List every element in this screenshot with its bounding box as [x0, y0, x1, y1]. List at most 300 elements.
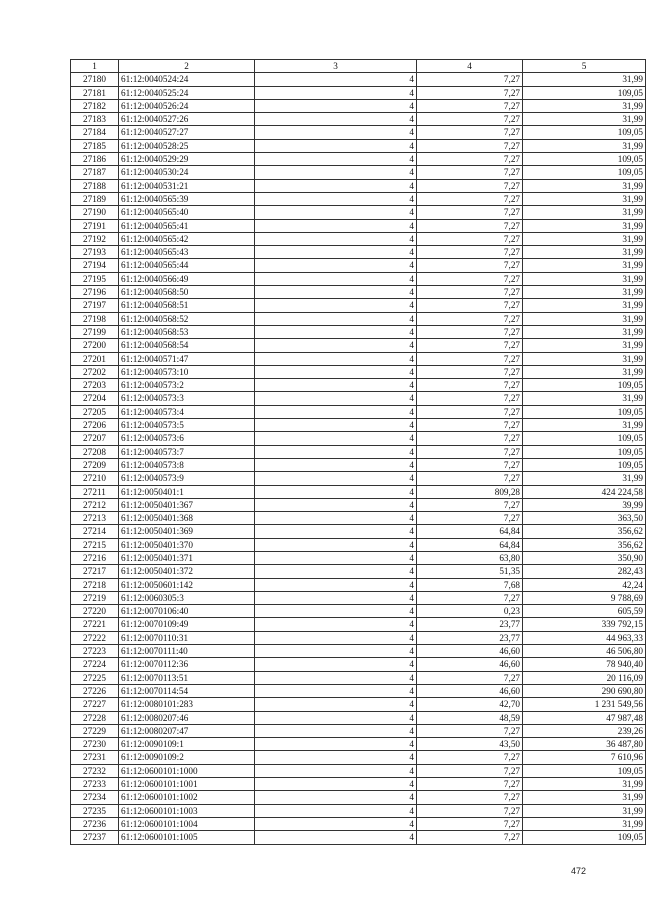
rate-cell: 42,70	[417, 698, 523, 711]
row-number-cell: 27233	[71, 778, 119, 791]
category-cell: 4	[255, 831, 417, 844]
cadastral-number-cell: 61:12:0040573:4	[119, 405, 255, 418]
table-row	[71, 219, 646, 232]
rate-cell: 7,27	[417, 379, 523, 392]
value-cell: 31,99	[523, 419, 646, 432]
category-cell: 4	[255, 738, 417, 751]
cadastral-number-cell: 61:12:0080101:283	[119, 698, 255, 711]
rate-cell: 7,27	[417, 432, 523, 445]
rate-cell: 23,77	[417, 631, 523, 644]
value-cell: 31,99	[523, 392, 646, 405]
rate-cell: 7,27	[417, 325, 523, 338]
cadastral-number-cell: 61:12:0050401:369	[119, 525, 255, 538]
value-cell: 20 116,09	[523, 671, 646, 684]
value-cell: 356,62	[523, 525, 646, 538]
category-cell: 4	[255, 498, 417, 511]
table-row	[71, 698, 646, 711]
cadastral-number-cell: 61:12:0070110:31	[119, 631, 255, 644]
rate-cell: 23,77	[417, 618, 523, 631]
value-cell: 31,99	[523, 192, 646, 205]
rate-cell: 7,27	[417, 299, 523, 312]
table-row	[71, 605, 646, 618]
row-number-cell: 27189	[71, 192, 119, 205]
row-number-cell: 27234	[71, 791, 119, 804]
row-number-cell: 27219	[71, 591, 119, 604]
value-cell: 31,99	[523, 179, 646, 192]
rate-cell: 7,27	[417, 724, 523, 737]
cadastral-number-cell: 61:12:0040568:52	[119, 312, 255, 325]
row-number-cell: 27222	[71, 631, 119, 644]
rate-cell: 64,84	[417, 525, 523, 538]
row-number-cell: 27223	[71, 645, 119, 658]
rate-cell: 46,60	[417, 658, 523, 671]
cadastral-number-cell: 61:12:0040573:10	[119, 365, 255, 378]
value-cell: 363,50	[523, 512, 646, 525]
table-row	[71, 405, 646, 418]
row-number-cell: 27236	[71, 817, 119, 830]
value-cell: 31,99	[523, 804, 646, 817]
row-number-cell: 27181	[71, 86, 119, 99]
row-number-cell: 27220	[71, 605, 119, 618]
row-number-cell: 27211	[71, 485, 119, 498]
value-cell: 424 224,58	[523, 485, 646, 498]
rate-cell: 7,27	[417, 86, 523, 99]
rate-cell: 7,27	[417, 498, 523, 511]
rate-cell: 7,27	[417, 419, 523, 432]
value-cell: 109,05	[523, 831, 646, 844]
value-cell: 31,99	[523, 246, 646, 259]
column-header-1: 1	[71, 60, 119, 73]
cadastral-number-cell: 61:12:0040573:2	[119, 379, 255, 392]
cadastral-number-cell: 61:12:0040524:24	[119, 73, 255, 86]
category-cell: 4	[255, 272, 417, 285]
cadastral-number-cell: 61:12:0050401:368	[119, 512, 255, 525]
cadastral-number-cell: 61:12:0600101:1000	[119, 764, 255, 777]
row-number-cell: 27208	[71, 445, 119, 458]
table-row	[71, 645, 646, 658]
cadastral-number-cell: 61:12:0600101:1005	[119, 831, 255, 844]
rate-cell: 7,68	[417, 578, 523, 591]
value-cell: 109,05	[523, 458, 646, 471]
value-cell: 31,99	[523, 73, 646, 86]
row-number-cell: 27182	[71, 99, 119, 112]
cadastral-number-cell: 61:12:0040573:5	[119, 419, 255, 432]
value-cell: 290 690,80	[523, 684, 646, 697]
cadastral-number-cell: 61:12:0040565:41	[119, 219, 255, 232]
value-cell: 31,99	[523, 365, 646, 378]
table-header-row	[71, 60, 646, 73]
cadastral-number-cell: 61:12:0040526:24	[119, 99, 255, 112]
value-cell: 31,99	[523, 352, 646, 365]
cadastral-number-cell: 61:12:0040527:27	[119, 126, 255, 139]
value-cell: 31,99	[523, 206, 646, 219]
cadastral-number-cell: 61:12:0090109:1	[119, 738, 255, 751]
cadastral-number-cell: 61:12:0040568:54	[119, 339, 255, 352]
cadastral-number-cell: 61:12:0080207:46	[119, 711, 255, 724]
table-row	[71, 286, 646, 299]
cadastral-number-cell: 61:12:0040565:44	[119, 259, 255, 272]
rate-cell: 7,27	[417, 126, 523, 139]
table-row	[71, 764, 646, 777]
rate-cell: 7,27	[417, 817, 523, 830]
rate-cell: 7,27	[417, 259, 523, 272]
category-cell: 4	[255, 645, 417, 658]
table-row	[71, 618, 646, 631]
category-cell: 4	[255, 352, 417, 365]
category-cell: 4	[255, 325, 417, 338]
cadastral-number-cell: 61:12:0070112:36	[119, 658, 255, 671]
category-cell: 4	[255, 286, 417, 299]
row-number-cell: 27203	[71, 379, 119, 392]
cadastral-number-cell: 61:12:0050601:142	[119, 578, 255, 591]
value-cell: 109,05	[523, 379, 646, 392]
table-row	[71, 179, 646, 192]
cadastral-number-cell: 61:12:0040568:50	[119, 286, 255, 299]
category-cell: 4	[255, 126, 417, 139]
category-cell: 4	[255, 538, 417, 551]
row-number-cell: 27209	[71, 458, 119, 471]
category-cell: 4	[255, 605, 417, 618]
cadastral-number-cell: 61:12:0040525:24	[119, 86, 255, 99]
table-row	[71, 365, 646, 378]
table-row	[71, 512, 646, 525]
category-cell: 4	[255, 166, 417, 179]
value-cell: 31,99	[523, 113, 646, 126]
rate-cell: 7,27	[417, 73, 523, 86]
cadastral-number-cell: 61:12:0600101:1004	[119, 817, 255, 830]
rate-cell: 46,60	[417, 684, 523, 697]
table-row	[71, 804, 646, 817]
row-number-cell: 27228	[71, 711, 119, 724]
category-cell: 4	[255, 618, 417, 631]
rate-cell: 7,27	[417, 671, 523, 684]
table-row	[71, 498, 646, 511]
page-number: 472	[570, 866, 586, 876]
category-cell: 4	[255, 724, 417, 737]
row-number-cell: 27205	[71, 405, 119, 418]
row-number-cell: 27201	[71, 352, 119, 365]
row-number-cell: 27190	[71, 206, 119, 219]
value-cell: 31,99	[523, 339, 646, 352]
cadastral-number-cell: 61:12:0070106:40	[119, 605, 255, 618]
table-row	[71, 139, 646, 152]
row-number-cell: 27188	[71, 179, 119, 192]
row-number-cell: 27210	[71, 472, 119, 485]
row-number-cell: 27193	[71, 246, 119, 259]
row-number-cell: 27229	[71, 724, 119, 737]
category-cell: 4	[255, 99, 417, 112]
category-cell: 4	[255, 458, 417, 471]
value-cell: 1 231 549,56	[523, 698, 646, 711]
cadastral-number-cell: 61:12:0040528:25	[119, 139, 255, 152]
cadastral-number-cell: 61:12:0040565:39	[119, 192, 255, 205]
table-row	[71, 831, 646, 844]
value-cell: 31,99	[523, 778, 646, 791]
rate-cell: 7,27	[417, 512, 523, 525]
row-number-cell: 27232	[71, 764, 119, 777]
category-cell: 4	[255, 219, 417, 232]
row-number-cell: 27221	[71, 618, 119, 631]
cadastral-number-cell: 61:12:0050401:372	[119, 565, 255, 578]
table-row	[71, 339, 646, 352]
row-number-cell: 27202	[71, 365, 119, 378]
value-cell: 7 610,96	[523, 751, 646, 764]
column-header-4: 4	[417, 60, 523, 73]
table-row	[71, 259, 646, 272]
category-cell: 4	[255, 485, 417, 498]
table-row	[71, 778, 646, 791]
row-number-cell: 27218	[71, 578, 119, 591]
value-cell: 282,43	[523, 565, 646, 578]
table-row	[71, 551, 646, 564]
row-number-cell: 27192	[71, 232, 119, 245]
category-cell: 4	[255, 179, 417, 192]
table-body	[71, 73, 646, 844]
value-cell: 31,99	[523, 817, 646, 830]
cadastral-number-cell: 61:12:0040527:26	[119, 113, 255, 126]
value-cell: 31,99	[523, 99, 646, 112]
cadastral-number-cell: 61:12:0040573:8	[119, 458, 255, 471]
value-cell: 31,99	[523, 312, 646, 325]
table-row	[71, 113, 646, 126]
table-row	[71, 711, 646, 724]
row-number-cell: 27195	[71, 272, 119, 285]
value-cell: 78 940,40	[523, 658, 646, 671]
cadastral-number-cell: 61:12:0040573:9	[119, 472, 255, 485]
category-cell: 4	[255, 405, 417, 418]
row-number-cell: 27185	[71, 139, 119, 152]
cadastral-number-cell: 61:12:0040565:43	[119, 246, 255, 259]
cadastral-number-cell: 61:12:0600101:1002	[119, 791, 255, 804]
rate-cell: 7,27	[417, 286, 523, 299]
table-row	[71, 86, 646, 99]
table-row	[71, 445, 646, 458]
cadastral-number-cell: 61:12:0070114:54	[119, 684, 255, 697]
rate-cell: 7,27	[417, 192, 523, 205]
rate-cell: 64,84	[417, 538, 523, 551]
value-cell: 109,05	[523, 126, 646, 139]
cadastral-number-cell: 61:12:0040566:49	[119, 272, 255, 285]
cadastral-number-cell: 61:12:0600101:1001	[119, 778, 255, 791]
table-row	[71, 724, 646, 737]
rate-cell: 7,27	[417, 153, 523, 166]
row-number-cell: 27227	[71, 698, 119, 711]
row-number-cell: 27180	[71, 73, 119, 86]
table-row	[71, 166, 646, 179]
cadastral-number-cell: 61:12:0070111:40	[119, 645, 255, 658]
value-cell: 42,24	[523, 578, 646, 591]
category-cell: 4	[255, 512, 417, 525]
value-cell: 31,99	[523, 299, 646, 312]
rate-cell: 7,27	[417, 179, 523, 192]
row-number-cell: 27230	[71, 738, 119, 751]
table-row	[71, 419, 646, 432]
category-cell: 4	[255, 259, 417, 272]
table-row	[71, 738, 646, 751]
row-number-cell: 27200	[71, 339, 119, 352]
table-row	[71, 658, 646, 671]
rate-cell: 7,27	[417, 764, 523, 777]
table-row	[71, 458, 646, 471]
rate-cell: 51,35	[417, 565, 523, 578]
cadastral-number-cell: 61:12:0070113:51	[119, 671, 255, 684]
rate-cell: 7,27	[417, 113, 523, 126]
cadastral-number-cell: 61:12:0040573:7	[119, 445, 255, 458]
rate-cell: 0,23	[417, 605, 523, 618]
rate-cell: 7,27	[417, 804, 523, 817]
category-cell: 4	[255, 139, 417, 152]
column-header-2: 2	[119, 60, 255, 73]
category-cell: 4	[255, 578, 417, 591]
table-row	[71, 591, 646, 604]
table-row	[71, 352, 646, 365]
category-cell: 4	[255, 817, 417, 830]
row-number-cell: 27231	[71, 751, 119, 764]
rate-cell: 63,80	[417, 551, 523, 564]
rate-cell: 7,27	[417, 591, 523, 604]
row-number-cell: 27183	[71, 113, 119, 126]
row-number-cell: 27191	[71, 219, 119, 232]
row-number-cell: 27226	[71, 684, 119, 697]
table-row	[71, 73, 646, 86]
row-number-cell: 27207	[71, 432, 119, 445]
table-row	[71, 684, 646, 697]
cadastral-number-cell: 61:12:0050401:371	[119, 551, 255, 564]
table-row	[71, 192, 646, 205]
category-cell: 4	[255, 711, 417, 724]
category-cell: 4	[255, 791, 417, 804]
cadastral-number-cell: 61:12:0050401:367	[119, 498, 255, 511]
value-cell: 46 506,80	[523, 645, 646, 658]
table-row	[71, 751, 646, 764]
row-number-cell: 27214	[71, 525, 119, 538]
row-number-cell: 27194	[71, 259, 119, 272]
cadastral-number-cell: 61:12:0040565:40	[119, 206, 255, 219]
value-cell: 31,99	[523, 139, 646, 152]
value-cell: 109,05	[523, 445, 646, 458]
rate-cell: 7,27	[417, 246, 523, 259]
category-cell: 4	[255, 525, 417, 538]
table-row	[71, 578, 646, 591]
category-cell: 4	[255, 804, 417, 817]
row-number-cell: 27198	[71, 312, 119, 325]
rate-cell: 7,27	[417, 206, 523, 219]
table-row	[71, 299, 646, 312]
row-number-cell: 27212	[71, 498, 119, 511]
table-row	[71, 99, 646, 112]
category-cell: 4	[255, 86, 417, 99]
category-cell: 4	[255, 472, 417, 485]
category-cell: 4	[255, 591, 417, 604]
row-number-cell: 27235	[71, 804, 119, 817]
category-cell: 4	[255, 764, 417, 777]
category-cell: 4	[255, 365, 417, 378]
table-row	[71, 206, 646, 219]
category-cell: 4	[255, 246, 417, 259]
column-header-5: 5	[523, 60, 646, 73]
category-cell: 4	[255, 751, 417, 764]
rate-cell: 7,27	[417, 831, 523, 844]
category-cell: 4	[255, 658, 417, 671]
cadastral-number-cell: 61:12:0040529:29	[119, 153, 255, 166]
value-cell: 31,99	[523, 325, 646, 338]
row-number-cell: 27187	[71, 166, 119, 179]
category-cell: 4	[255, 432, 417, 445]
rate-cell: 7,27	[417, 219, 523, 232]
value-cell: 47 987,48	[523, 711, 646, 724]
category-cell: 4	[255, 698, 417, 711]
category-cell: 4	[255, 192, 417, 205]
cadastral-number-cell: 61:12:0040571:47	[119, 352, 255, 365]
cadastral-number-cell: 61:12:0040568:51	[119, 299, 255, 312]
cadastral-number-cell: 61:12:0040573:3	[119, 392, 255, 405]
rate-cell: 7,27	[417, 405, 523, 418]
cadastral-number-cell: 61:12:0040530:24	[119, 166, 255, 179]
row-number-cell: 27184	[71, 126, 119, 139]
value-cell: 39,99	[523, 498, 646, 511]
table-row	[71, 538, 646, 551]
value-cell: 109,05	[523, 764, 646, 777]
category-cell: 4	[255, 778, 417, 791]
row-number-cell: 27197	[71, 299, 119, 312]
table-row	[71, 325, 646, 338]
rate-cell: 7,27	[417, 778, 523, 791]
table-row	[71, 791, 646, 804]
row-number-cell: 27217	[71, 565, 119, 578]
category-cell: 4	[255, 631, 417, 644]
cadastral-number-cell: 61:12:0600101:1003	[119, 804, 255, 817]
table-row	[71, 272, 646, 285]
category-cell: 4	[255, 445, 417, 458]
row-number-cell: 27206	[71, 419, 119, 432]
row-number-cell: 27204	[71, 392, 119, 405]
category-cell: 4	[255, 153, 417, 166]
value-cell: 109,05	[523, 405, 646, 418]
category-cell: 4	[255, 684, 417, 697]
table-row	[71, 379, 646, 392]
category-cell: 4	[255, 671, 417, 684]
cadastral-number-cell: 61:12:0050401:1	[119, 485, 255, 498]
cadastral-number-cell: 61:12:0040573:6	[119, 432, 255, 445]
table-row	[71, 472, 646, 485]
rate-cell: 7,27	[417, 458, 523, 471]
category-cell: 4	[255, 232, 417, 245]
table-row	[71, 671, 646, 684]
category-cell: 4	[255, 312, 417, 325]
value-cell: 31,99	[523, 219, 646, 232]
rate-cell: 7,27	[417, 312, 523, 325]
cadastral-number-cell: 61:12:0090109:2	[119, 751, 255, 764]
value-cell: 605,59	[523, 605, 646, 618]
table-row	[71, 432, 646, 445]
value-cell: 109,05	[523, 166, 646, 179]
value-cell: 31,99	[523, 232, 646, 245]
row-number-cell: 27237	[71, 831, 119, 844]
cadastral-number-cell: 61:12:0050401:370	[119, 538, 255, 551]
rate-cell: 7,27	[417, 392, 523, 405]
rate-cell: 7,27	[417, 232, 523, 245]
value-cell: 31,99	[523, 791, 646, 804]
rate-cell: 7,27	[417, 472, 523, 485]
category-cell: 4	[255, 206, 417, 219]
table-row	[71, 631, 646, 644]
rate-cell: 7,27	[417, 445, 523, 458]
table-row	[71, 485, 646, 498]
table-row	[71, 525, 646, 538]
rate-cell: 7,27	[417, 99, 523, 112]
value-cell: 339 792,15	[523, 618, 646, 631]
row-number-cell: 27225	[71, 671, 119, 684]
